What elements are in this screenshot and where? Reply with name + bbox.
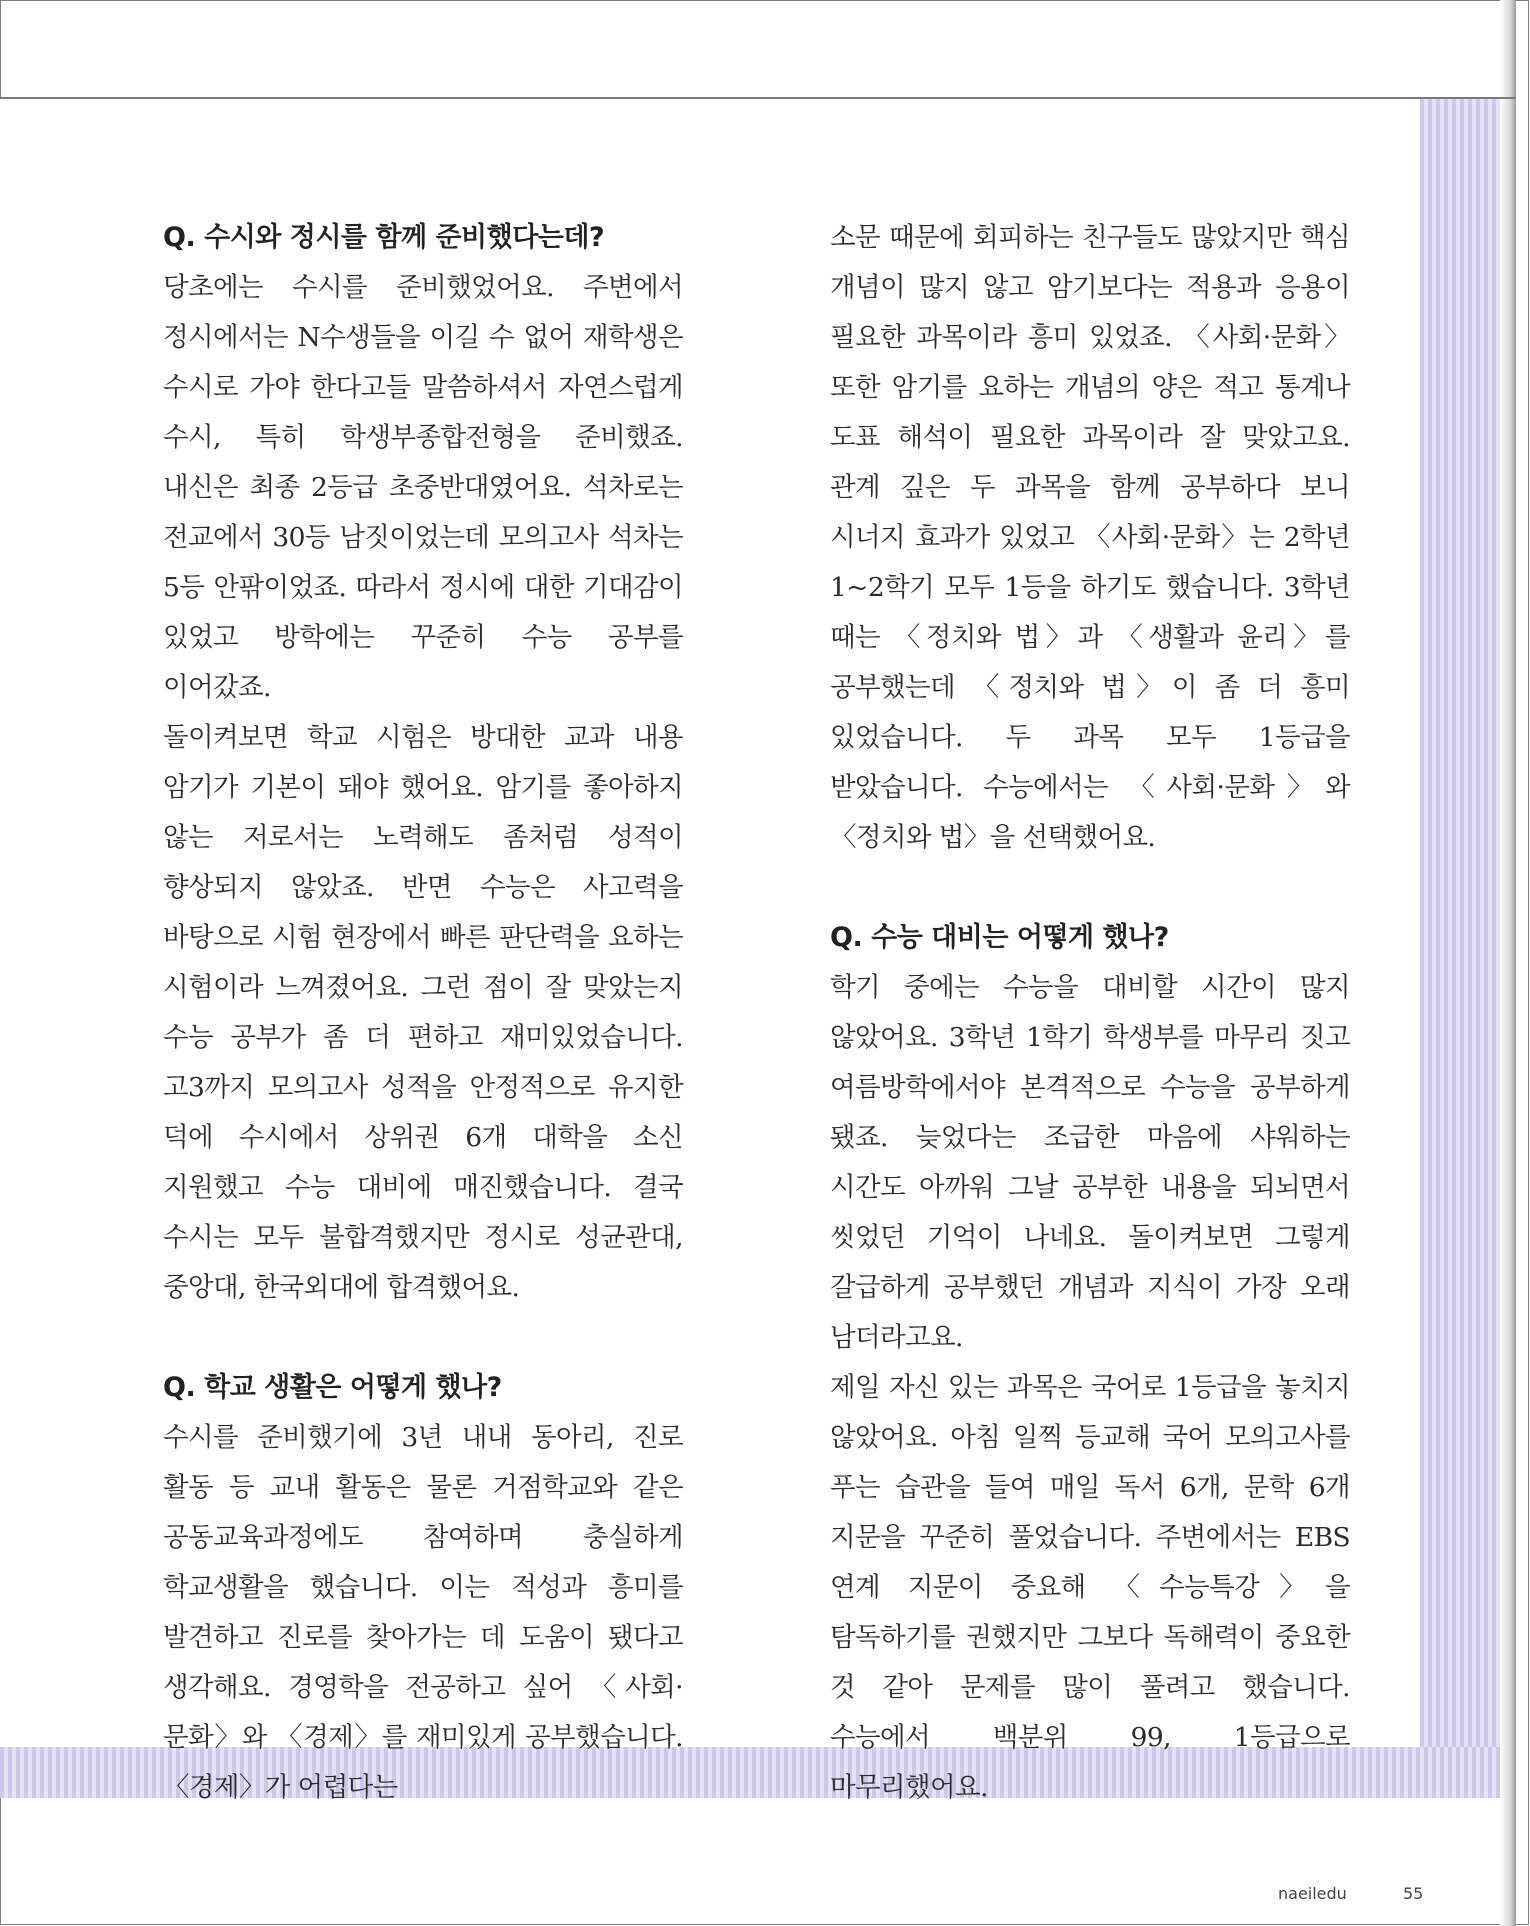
section-suneung-prep — [830, 913, 1350, 1813]
top-rule-divider — [0, 97, 1516, 99]
footer-brand: naeiledu — [1278, 1884, 1347, 1903]
section-heading: Q. 학교 생활은 어떻게 했나? — [163, 1372, 502, 1403]
page-number: 55 — [1403, 1884, 1424, 1903]
paragraph: 당초에는 수시를 준비했었어요. 주변에서 정시에서는 N수생들을 이길 수 없어 재학생은 수시로 가야 한다고들 말씀하셔서 자연스럽게 수시, 특히 학생부종합전형을 준비했죠. 내신은 최종 2등급 초중반대였어요. 석차로는 전교에서 30등 남짓이었는데 모의고사 석차는 5등 안팎이었죠. 따라서 정시에 대한 기대감이 있었고 방학에는 꾸준히 수능 공부를 이어갔죠. — [163, 272, 683, 703]
paragraph: 돌이켜보면 학교 시험은 방대한 교과 내용 암기가 기본이 돼야 했어요. 암기를 좋아하지 않는 저로서는 노력해도 좀처럼 성적이 향상되지 않았죠. 반면 수능은 사고력을 바탕으로 시험 현장에서 빠른 판단력을 요하는 시험이라 느껴졌어요. 그런 점이 잘 맞았는지 수능 공부가 좀 더 편하고 재미있었습니다. 고3까지 모의고사 성적을 안정적으로 유지한 덕에 수시에서 상위권 6개 대학을 소신 지원했고 수능 대비에 매진했습니다. 결국 수시는 모두 불합격했지만 정시로 성균관대, 중앙대, 한국외대에 합격했어요. — [163, 722, 683, 1303]
paragraph: 소문 때문에 회피하는 친구들도 많았지만 핵심 개념이 많지 않고 암기보다는 적용과 응용이 필요한 과목이라 흥미 있었죠. 〈사회·문화〉 또한 암기를 요하는 개념의 양은 적고 통계나 도표 해석이 필요한 과목이라 잘 맞았고요. 관계 깊은 두 과목을 함께 공부하다 보니 시너지 효과가 있었고 〈사회·문화〉는 2학년 1~2학기 모두 1등을 하기도 했습니다. 3학년 때는 〈정치와 법〉과 〈생활과 윤리〉를 공부했는데 〈정치와 법〉이 좀 더 흥미 있었습니다. 두 과목 모두 1등급을 받았습니다. 수능에서는 〈사회·문화〉와 〈정치와 법〉을 선택했어요. — [830, 222, 1350, 853]
decorative-stripe-right — [1420, 98, 1500, 1798]
section-school-life-continued — [830, 213, 1350, 863]
section-school-life — [163, 1363, 683, 1813]
paragraph: 학기 중에는 수능을 대비할 시간이 많지 않았어요. 3학년 1학기 학생부를 마무리 짓고 여름방학에서야 본격적으로 수능을 공부하게 됐죠. 늦었다는 조급한 마음에 샤워하는 시간도 아까워 그날 공부한 내용을 되뇌면서 씻었던 기억이 나네요. 돌이켜보면 그렇게 갈급하게 공부했던 개념과 지식이 가장 오래 남더라고요. — [830, 972, 1350, 1353]
paragraph: 수시를 준비했기에 3년 내내 동아리, 진로 활동 등 교내 활동은 물론 거점학교와 같은 공동교육과정에도 참여하며 충실하게 학교생활을 했습니다. 이는 적성과 흥미를 발견하고 진로를 찾아가는 데 도움이 됐다고 생각해요. 경영학을 전공하고 싶어 〈사회·문화〉와 〈경제〉를 재미있게 공부했습니다. 〈경제〉가 어렵다는 — [163, 1422, 683, 1803]
paragraph: 제일 자신 있는 과목은 국어로 1등급을 놓치지 않았어요. 아침 일찍 등교해 국어 모의고사를 푸는 습관을 들여 매일 독서 6개, 문학 6개 지문을 꾸준히 풀었습니다. 주변에서는 EBS 연계 지문이 중요해 〈수능특강〉을 탐독하기를 권했지만 그보다 독해력이 중요한 것 같아 문제를 많이 풀려고 했습니다. 수능에서 백분위 99, 1등급으로 마무리했어요. — [830, 1372, 1350, 1803]
section-susi-jeongsi — [163, 213, 683, 1313]
page-spine-shadow — [1500, 0, 1516, 1926]
right-column — [830, 213, 1350, 1863]
section-heading: Q. 수시와 정시를 함께 준비했다는데? — [163, 222, 605, 253]
section-heading: Q. 수능 대비는 어떻게 했나? — [830, 922, 1169, 953]
left-column — [163, 213, 683, 1863]
